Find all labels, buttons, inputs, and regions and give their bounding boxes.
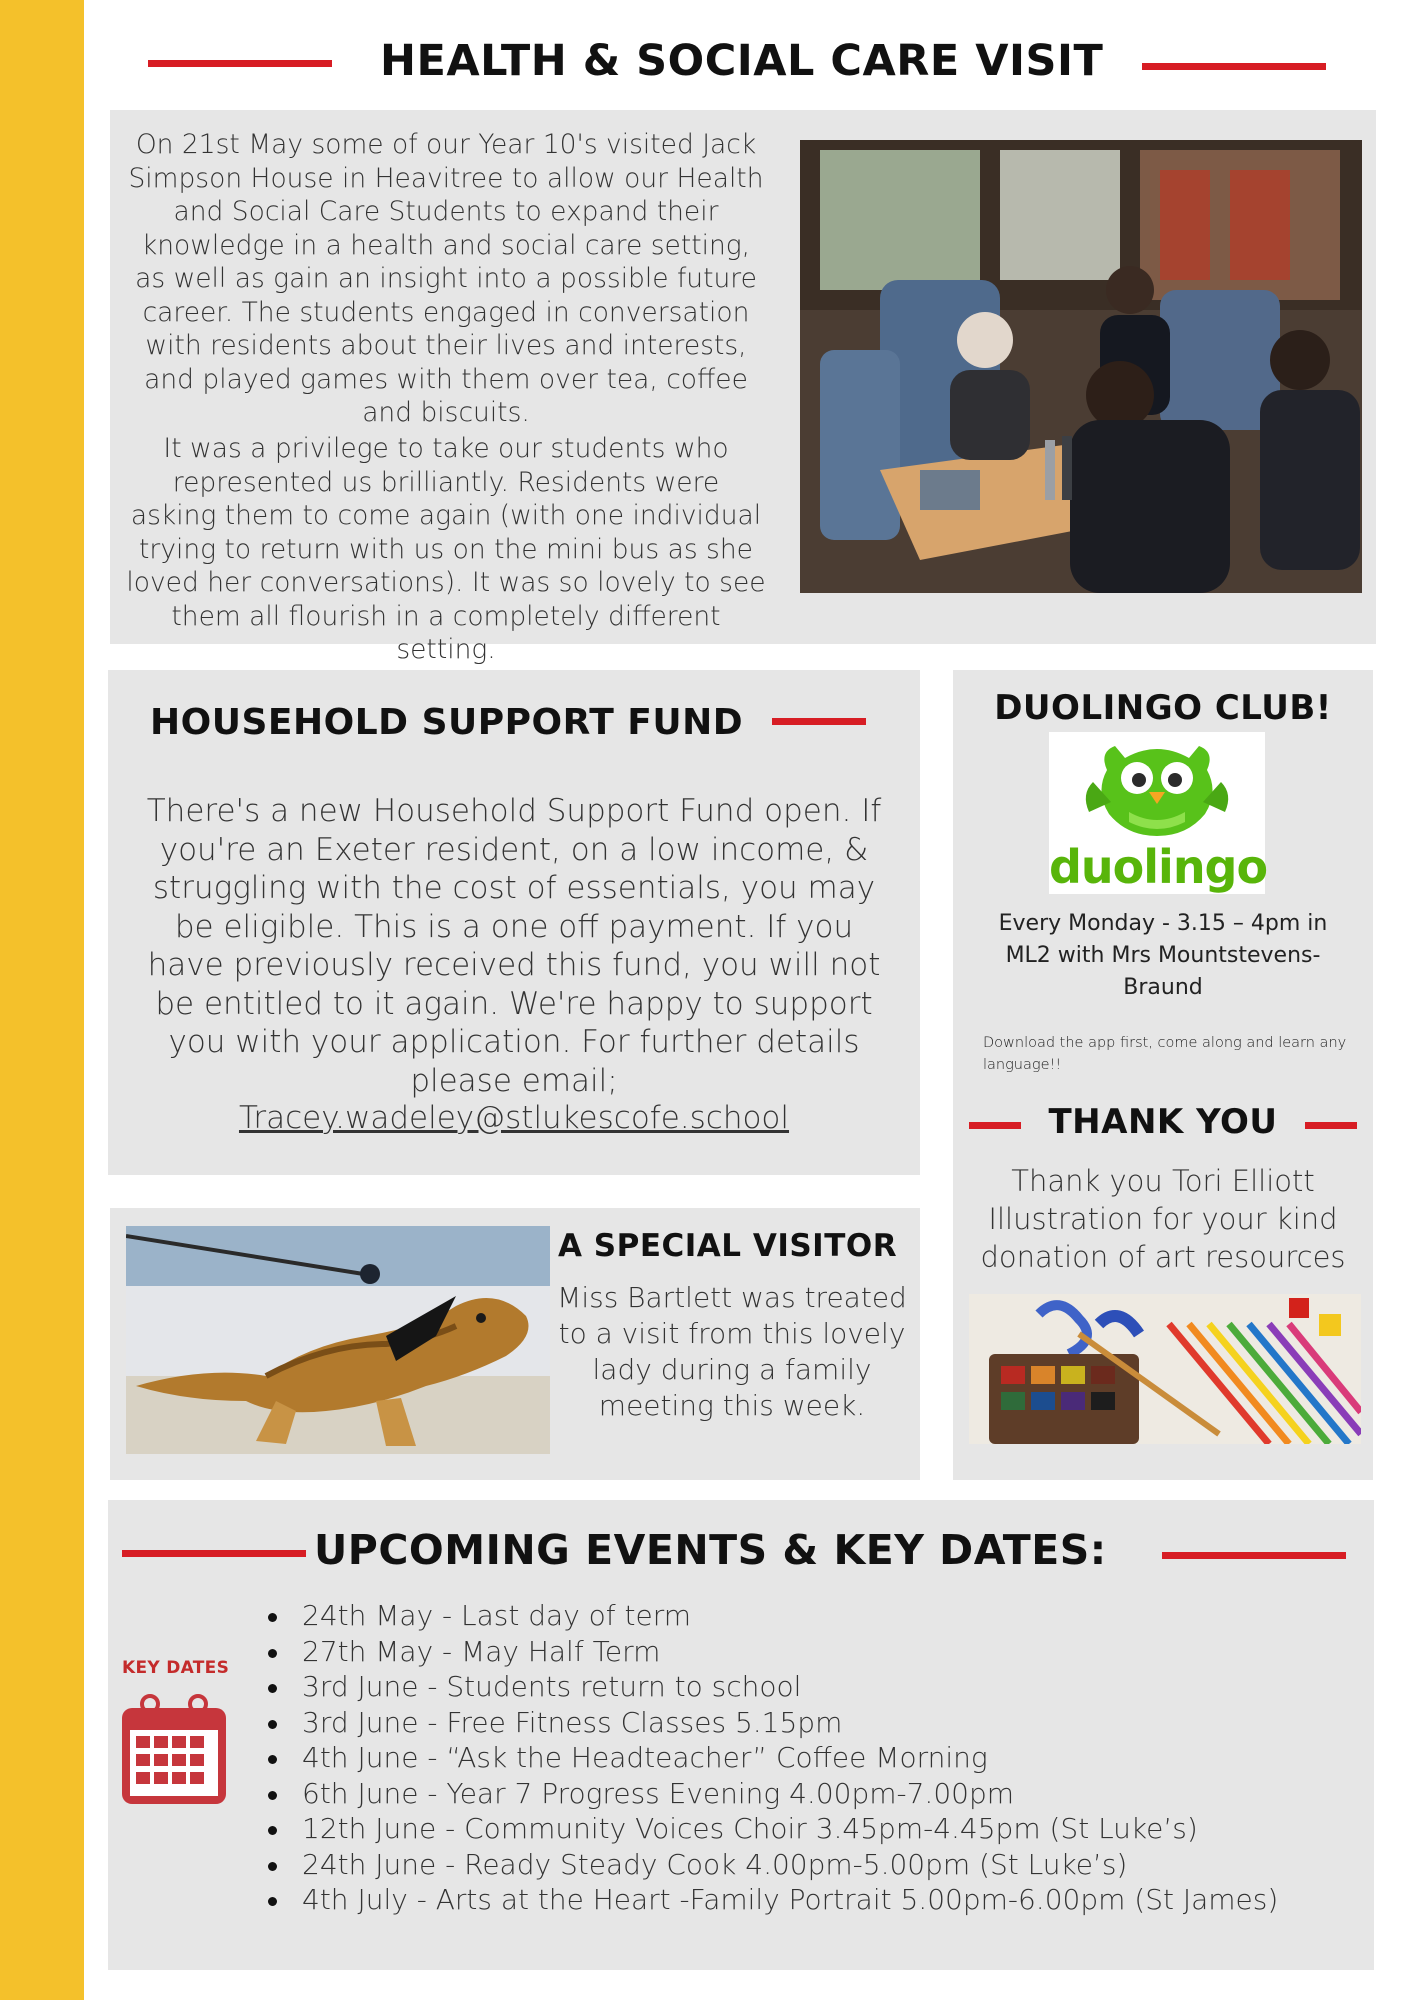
event-item: 24th May - Last day of term [260, 1598, 1278, 1634]
duolingo-club-title: DUOLINGO CLUB! [994, 688, 1332, 728]
event-item: 6th June - Year 7 Progress Evening 4.00pm-7.00pm [260, 1776, 1278, 1812]
duolingo-logo [1049, 732, 1268, 894]
event-item: 4th June - “Ask the Headteacher” Coffee Morning [260, 1740, 1278, 1776]
duolingo-club-details: Every Monday - 3.15 – 4pm in ML2 with Mrs Mountstevens-Braund [998, 911, 1328, 1000]
art-resources-photo [969, 1294, 1361, 1444]
household-support-fund-panel [108, 670, 920, 1175]
care-home-visit-photo [800, 140, 1362, 593]
household-support-fund-title: HOUSEHOLD SUPPORT FUND [150, 702, 744, 743]
special-visitor-panel [110, 1208, 920, 1480]
special-visitor-text: Miss Bartlett was treated to a visit from this lovely lady during a family meeting this week. [557, 1281, 907, 1422]
event-item: 27th May - May Half Term [260, 1634, 1278, 1670]
duolingo-club-note: Download the app first, come along and learn any language!! [983, 1035, 1347, 1073]
event-item: 3rd June - Students return to school [260, 1669, 1278, 1705]
title-rule-left [148, 60, 332, 67]
special-visitor-title: A SPECIAL VISITOR [558, 1228, 898, 1264]
duolingo-owl-icon [1049, 732, 1265, 842]
household-support-fund-text: There's a new Household Support Fund open. If you're an Exeter resident, on a low income, & struggling with the cost of essentials, you may be eligible. This is a one off payment. If you have previously received this fund, you will not be entitled to it again. We're happy to support you with your application. For further details please email; [146, 793, 882, 1099]
health-social-care-title: HEALTH & SOCIAL CARE VISIT [380, 36, 1104, 86]
events-rule-right [1162, 1552, 1346, 1559]
event-item: 3rd June - Free Fitness Classes 5.15pm [260, 1705, 1278, 1741]
duolingo-wordmark: duolingo [1049, 840, 1268, 894]
events-rule-left [122, 1550, 306, 1557]
household-support-fund-email-link[interactable]: Tracey.wadeley@stlukescofe.school [238, 1100, 790, 1136]
event-item: 24th June - Ready Steady Cook 4.00pm-5.00pm (St Luke’s) [260, 1847, 1278, 1883]
event-item: 12th June - Community Voices Choir 3.45pm-4.45pm (St Luke’s) [260, 1811, 1278, 1847]
thank-you-text: Thank you Tori Elliott Illustration for your kind donation of art resources [980, 1164, 1346, 1274]
household-title-rule [772, 718, 866, 725]
duolingo-thank-you-panel [953, 670, 1373, 1480]
health-social-care-paragraph-2: It was a privilege to take our students who represented us brilliantly. Residents were asking them to come again (with one individual trying to return with us on the mini bus as she loved her conversations). It was so lovely to see them all flourish in a completely different setting. [126, 433, 766, 665]
bearded-dragon-photo [126, 1226, 550, 1454]
events-list [260, 1598, 1278, 1918]
upcoming-events-title: UPCOMING EVENTS & KEY DATES: [314, 1526, 1107, 1574]
thank-you-title: THANK YOU [1048, 1102, 1278, 1142]
health-social-care-paragraph-1: On 21st May some of our Year 10's visited Jack Simpson House in Heavitree to allow our Health and Social Care Students to expand their knowledge in a health and social care setting, as well as gain an insight into a possible future career. The students engaged in conversation with residents about their lives and interests, and played games with them over tea, coffee and biscuits. [128, 129, 764, 428]
event-item: 4th July - Arts at the Heart -Family Portrait 5.00pm-6.00pm (St James) [260, 1882, 1278, 1918]
calendar-icon [118, 1690, 230, 1810]
thank-you-rule-right [1305, 1122, 1357, 1129]
title-rule-right [1142, 63, 1326, 70]
yellow-side-bar [0, 0, 84, 2000]
health-social-care-panel [110, 110, 1376, 665]
key-dates-label: KEY DATES [122, 1658, 230, 1678]
